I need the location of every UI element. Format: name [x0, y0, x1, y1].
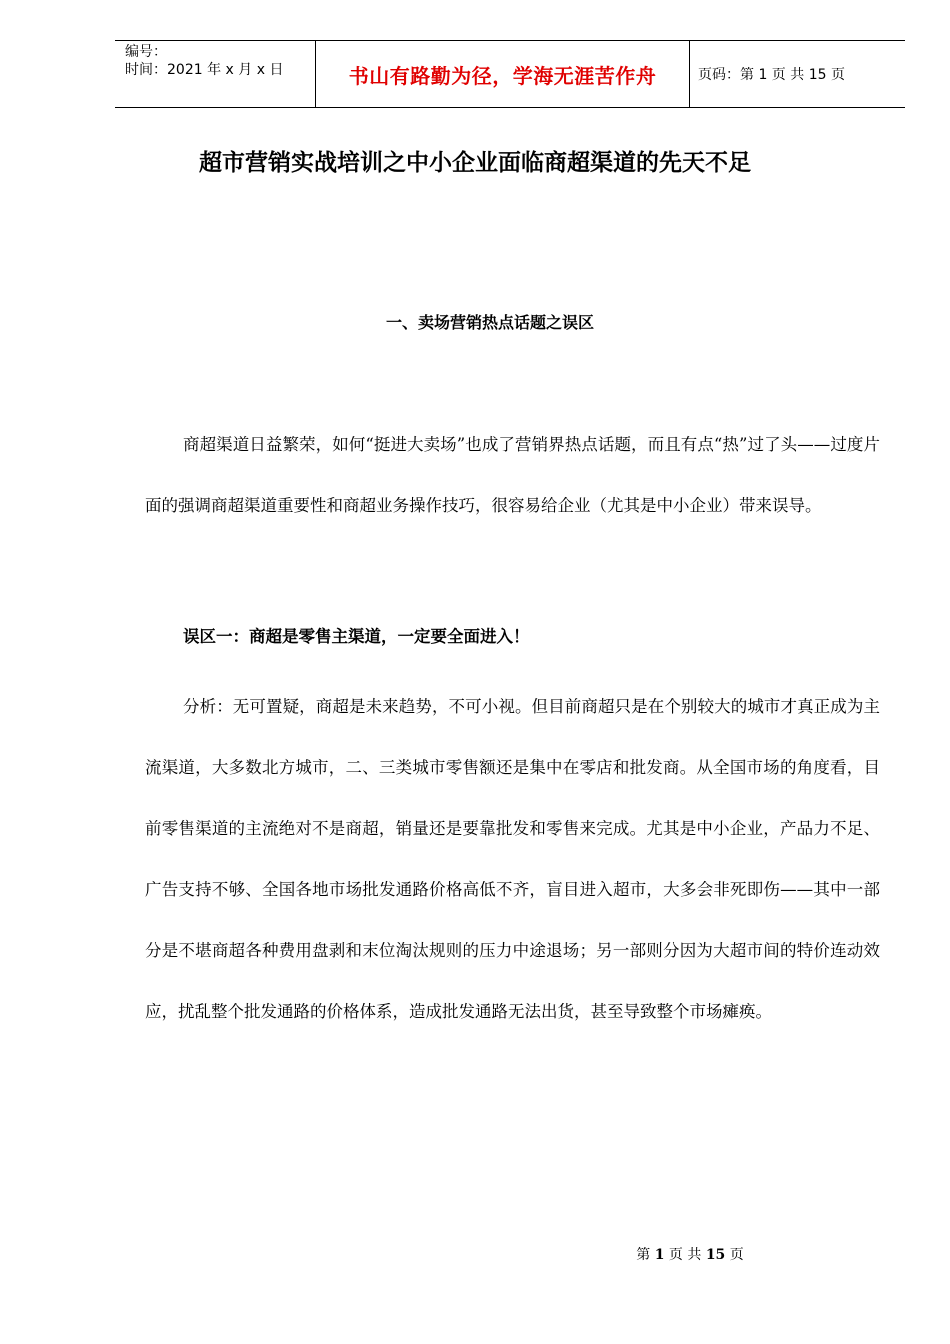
misconception-heading: 误区一：商超是零售主渠道，一定要全面进入！ [183, 627, 530, 646]
motto-text: 书山有路勤为径，学海无涯苦作舟 [348, 63, 657, 88]
document-title: 超市营销实战培训之中小企业面临商超渠道的先天不足 [199, 149, 751, 176]
header-meta-cell [115, 41, 316, 107]
footer-page-number: 1 [654, 1247, 665, 1263]
footer-suffix: 页 [729, 1247, 744, 1263]
footer-middle: 页 共 [668, 1247, 702, 1263]
page-info: 页码：第 1 页 共 15 页 [698, 67, 845, 83]
time-label: 时间：2021 年 x 月 x 日 [125, 62, 284, 78]
section-heading: 一、卖场营销热点话题之误区 [385, 313, 594, 332]
header-motto-cell [316, 41, 690, 107]
analysis-paragraph: 分析：无可置疑，商超是未来趋势，不可小视。但目前商超只是在个别较大的城市才真正成为主流渠道，大多数北方城市，二、三类城市零售额还是集中在零店和批发商。从全国市场的角度看，目前零售渠道的主流绝对不是商超，销量还是要靠批发和零售来完成。尤其是中小企业，产品力不足、广告支持不够、全国各地市场批发通路价格高低不齐，盲目进入超市，大多会非死即伤——其中一部分是不堪商超各种费用盘剥和末位淘汰规则的压力中途退场；另一部则分因为大超市间的特价连动效应，扰乱整个批发通路的价格体系，造成批发通路无法出货，甚至导致整个市场瘫痪。 [145, 697, 880, 1021]
footer-total-pages: 15 [705, 1247, 726, 1263]
page-footer [0, 1245, 950, 1265]
number-label: 编号： [125, 44, 167, 60]
body-paragraph: 商超渠道日益繁荣，如何“挺进大卖场”也成了营销界热点话题，而且有点“热”过了头——过度片面的强调商超渠道重要性和商超业务操作技巧，很容易给企业（尤其是中小企业）带来误导。 [145, 435, 880, 515]
footer-prefix: 第 [636, 1247, 651, 1263]
page-header [115, 40, 905, 108]
header-page-cell [690, 41, 905, 107]
